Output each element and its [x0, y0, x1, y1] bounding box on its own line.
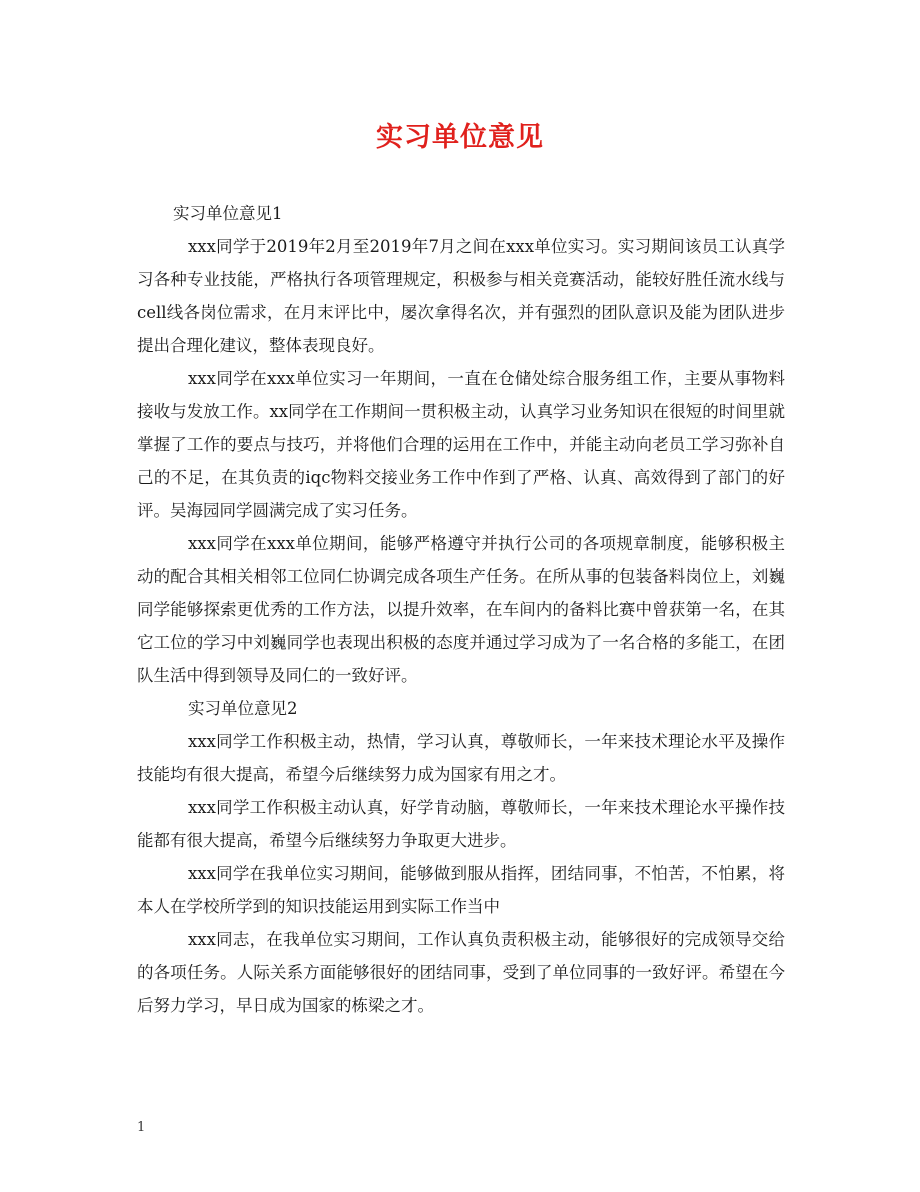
- page-number: 1: [137, 1120, 146, 1135]
- paragraph: xxx同志，在我单位实习期间，工作认真负责积极主动，能够很好的完成领导交给的各项任务。人际关系方面能够很好的团结同事，受到了单位同事的一致好评。希望在今后努力学习，早日成为国家的栋梁之才。: [137, 930, 785, 1015]
- section-heading-2: 实习单位意见2: [188, 699, 298, 718]
- paragraph: xxx同学在xxx单位实习一年期间，一直在仓储处综合服务组工作，主要从事物料接收与发放工作。xx同学在工作期间一贯积极主动，认真学习业务知识在很短的时间里就掌握了工作的要点与技巧，并将他们合理的运用在工作中，并能主动向老员工学习弥补自己的不足，在其负责的iqc物料交接业务工作中作到了严格、认真、高效得到了部门的好评。吴海园同学圆满完成了实习任务。: [137, 369, 785, 520]
- paragraph: xxx同学在xxx单位期间，能够严格遵守并执行公司的各项规章制度，能够积极主动的配合其相关相邻工位同仁协调完成各项生产任务。在所从事的包装备料岗位上，刘巍同学能够探索更优秀的工作方法，以提升效率，在车间内的备料比赛中曾获第一名，在其它工位的学习中刘巍同学也表现出积极的态度并通过学习成为了一名合格的多能工，在团队生活中得到领导及同仁的一致好评。: [137, 534, 785, 685]
- paragraph: xxx同学于2019年2月至2019年7月之间在xxx单位实习。实习期间该员工认真学习各种专业技能，严格执行各项管理规定，积极参与相关竞赛活动，能较好胜任流水线与cell线各岗位需求，在月末评比中，屡次拿得名次，并有强烈的团队意识及能为团队进步提出合理化建议，整体表现良好。: [137, 237, 785, 355]
- paragraph: xxx同学在我单位实习期间，能够做到服从指挥，团结同事，不怕苦，不怕累，将本人在学校所学到的知识技能运用到实际工作当中: [137, 864, 785, 916]
- section-heading-1: 实习单位意见1: [173, 204, 283, 223]
- paragraph: xxx同学工作积极主动认真，好学肯动脑，尊敬师长，一年来技术理论水平操作技能都有很大提高，希望今后继续努力争取更大进步。: [137, 798, 785, 850]
- paragraph: xxx同学工作积极主动，热情，学习认真，尊敬师长，一年来技术理论水平及操作技能均有很大提高，希望今后继续努力成为国家有用之才。: [137, 732, 785, 784]
- document-title: 实习单位意见: [376, 122, 544, 153]
- document-body: [137, 197, 785, 1022]
